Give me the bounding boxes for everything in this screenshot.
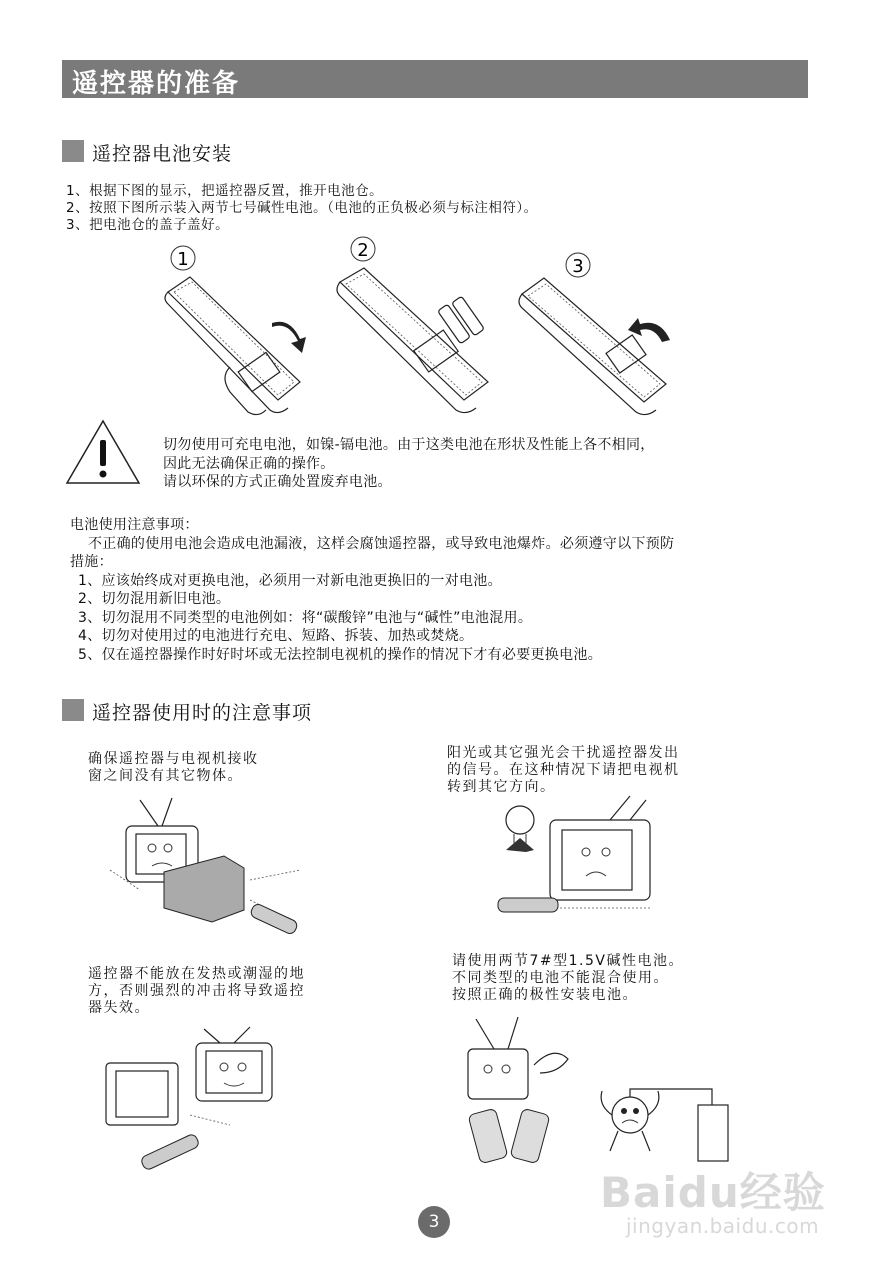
page-number: 3 (418, 1206, 450, 1238)
step1-figure (165, 246, 306, 415)
step-number: 2 (357, 240, 369, 261)
tv-sunlight-illustration (490, 790, 690, 930)
notes-item: 5、仅在遥控器操作时好时坏或无法控制电视机的操作的情况下才有必要更换电池。 (78, 646, 603, 663)
tv-heat-humidity-illustration (100, 1015, 310, 1175)
notes-intro: 不正确的使用电池会造成电池漏液，这样会腐蚀遥控器，或导致电池爆炸。必须遵守以下预防 (88, 535, 675, 552)
step3-figure (519, 253, 670, 415)
warning-line: 请以环保的方式正确处置废弃电池。 (163, 474, 392, 490)
install-step: 2、按照下图所示装入两节七号碱性电池。（电池的正负极必须与标注相符）。 (66, 200, 538, 216)
battery-install-illustration (150, 232, 680, 432)
section-heading-text: 遥控器电池安装 (92, 143, 233, 165)
notes-item: 3、切勿混用不同类型的电池例如：将“碳酸锌”电池与“碱性”电池混用。 (78, 609, 533, 626)
install-step: 1、根据下图的显示，把遥控器反置，推开电池仓。 (66, 183, 384, 199)
notes-heading: 电池使用注意事项： (70, 517, 199, 533)
section-marker (62, 140, 84, 162)
tip-text: 遥控器不能放在发热或潮湿的地 方，否则强烈的冲击将导致遥控 器失效。 (88, 966, 305, 1016)
battery-notes (70, 516, 674, 664)
section-heading-text: 遥控器使用时的注意事项 (92, 702, 313, 724)
notes-item: 1、应该始终成对更换电池，必须用一对新电池更换旧的一对电池。 (78, 572, 502, 589)
warning-text (163, 436, 655, 492)
warning-triangle-icon (64, 418, 142, 486)
watermark-url: jingyan.baidu.com (626, 1214, 820, 1238)
step-number: 3 (572, 256, 584, 277)
watermark-brand: Baidu经验 (600, 1168, 826, 1217)
page-title: 遥控器的准备 (72, 69, 241, 99)
section-marker (62, 699, 84, 721)
step-number: 1 (177, 249, 189, 270)
arrow-icon (272, 322, 306, 353)
install-step: 3、把电池仓的盖子盖好。 (66, 217, 230, 233)
step2-figure (337, 237, 488, 413)
tip-text: 阳光或其它强光会干扰遥控器发出 的信号。在这种情况下请把电视机 转到其它方向。 (447, 745, 680, 795)
tip-text: 确保遥控器与电视机接收 窗之间没有其它物体。 (88, 751, 259, 784)
warning-line: 因此无法确保正确的操作。 (163, 455, 335, 472)
warning-line: 切勿使用可充电电池，如镍-镉电池。由于这类电池在形状及性能上各不相同， (163, 437, 655, 453)
install-steps (66, 183, 538, 234)
tip-text: 请使用两节7#型1.5V碱性电池。 不同类型的电池不能混合使用。 按照正确的极性安装电池。 (452, 953, 684, 1003)
notes-item: 4、切勿对使用过的电池进行充电、短路、拆装、加热或焚烧。 (78, 628, 474, 644)
notes-item: 2、切勿混用新旧电池。 (78, 591, 231, 607)
title-bar (62, 60, 808, 98)
notes-intro-cont: 措施： (70, 554, 113, 570)
tv-obstacle-illustration (100, 790, 330, 940)
